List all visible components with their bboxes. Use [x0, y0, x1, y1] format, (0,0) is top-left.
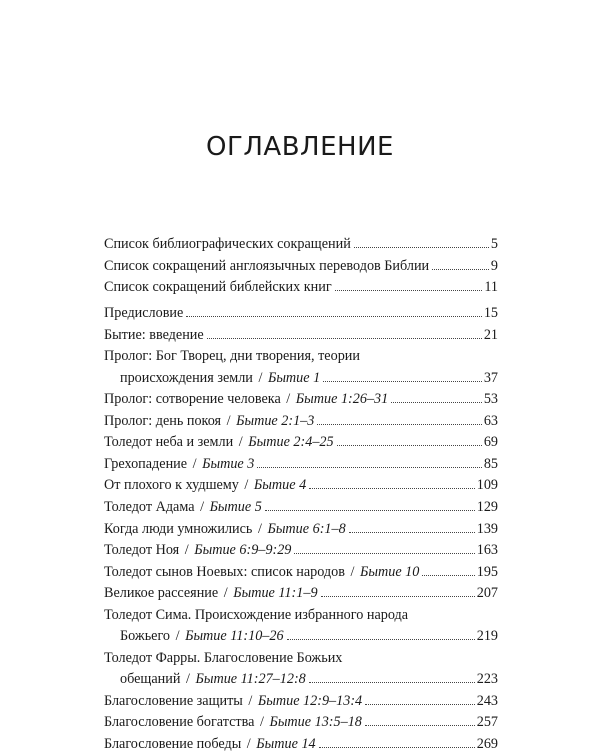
toc-entry-label — [104, 277, 332, 298]
toc-entry-title: Толедот Сима. Происхождение избранного народа — [104, 606, 409, 623]
slash-separator: / — [254, 369, 266, 386]
toc-entry[interactable] — [104, 562, 498, 583]
toc-entry[interactable] — [104, 605, 498, 626]
toc-entry-label — [104, 325, 204, 346]
toc-entry-title: Благословение богатства — [104, 714, 255, 731]
dot-leader — [422, 575, 474, 576]
toc-entry-label — [104, 734, 316, 755]
toc-page-number: 37 — [483, 369, 498, 386]
toc-entry[interactable] — [104, 583, 498, 604]
dot-leader — [354, 247, 489, 248]
dot-leader — [309, 488, 475, 489]
toc-page-number: 85 — [483, 455, 498, 472]
dot-leader — [365, 704, 475, 705]
toc-entry-continuation: происхождения земли — [120, 369, 253, 386]
toc-entry[interactable] — [104, 454, 498, 475]
dot-leader — [186, 316, 481, 317]
toc-entry-label — [104, 562, 419, 583]
toc-entry-label — [104, 411, 314, 432]
page-title: ОГЛАВЛЕНИЕ — [206, 132, 394, 162]
toc-entry-reference: Бытие 6:1–8 — [267, 520, 346, 537]
toc-entry-reference: Бытие 1:26–31 — [295, 391, 389, 408]
toc-entry-title: Толедот Фарры. Благословение Божьих — [104, 649, 343, 666]
toc-entry[interactable] — [104, 712, 498, 733]
toc-entry-title: Список сокращений библейских книг — [104, 279, 332, 296]
toc-entry[interactable] — [104, 346, 498, 367]
toc-entry[interactable] — [104, 734, 498, 755]
toc-entry-label — [104, 497, 262, 518]
dot-leader — [207, 338, 482, 339]
toc-page-number: 223 — [476, 671, 498, 688]
slash-separator: / — [196, 498, 208, 515]
toc-page-number: 109 — [476, 477, 498, 494]
dot-leader — [257, 467, 481, 468]
toc-entry-title: Толедот неба и земли — [104, 434, 234, 451]
toc-entry[interactable] — [104, 626, 498, 647]
toc-page-number: 207 — [476, 585, 498, 602]
toc-entry-title: Толедот Ноя — [104, 542, 180, 559]
slash-separator: / — [172, 628, 184, 645]
dot-leader — [309, 682, 475, 683]
toc-entry-label — [104, 605, 408, 626]
slash-separator: / — [189, 455, 201, 472]
toc-entry[interactable] — [104, 648, 498, 669]
toc-entry-reference: Бытие 6:9–9:29 — [194, 542, 292, 559]
toc-page-number: 257 — [476, 714, 498, 731]
slash-separator: / — [220, 585, 232, 602]
toc-entry-title: Пролог: сотворение человека — [104, 391, 281, 408]
toc-entry[interactable] — [104, 497, 498, 518]
toc-entry-reference: Бытие 5 — [209, 498, 262, 515]
toc-entry[interactable] — [104, 277, 498, 298]
toc-page-number: 53 — [483, 391, 498, 408]
toc-entry-label — [104, 346, 360, 367]
toc-entry-reference: Бытие 2:1–3 — [236, 412, 315, 429]
toc-entry[interactable] — [104, 368, 498, 389]
dot-leader — [335, 290, 483, 291]
toc-entry-reference: Бытие 11:10–26 — [185, 628, 284, 645]
toc-entry-label — [104, 303, 183, 324]
toc-entry-label — [104, 389, 388, 410]
dot-leader — [391, 402, 482, 403]
toc-entry-title: Великое рассеяние — [104, 585, 219, 602]
toc-entry[interactable] — [104, 691, 498, 712]
toc-entry-reference: Бытие 14 — [256, 736, 316, 752]
toc-entry[interactable] — [104, 234, 498, 255]
toc-page-number: 9 — [490, 257, 498, 274]
toc-entry[interactable] — [104, 475, 498, 496]
toc-entry[interactable] — [104, 432, 498, 453]
slash-separator: / — [243, 736, 255, 752]
toc-entry-label — [104, 712, 362, 733]
toc-entry-label — [104, 540, 291, 561]
toc-entry-label — [120, 669, 306, 690]
toc-entry-continuation: Божьего — [120, 628, 171, 645]
slash-separator: / — [256, 714, 268, 731]
toc-page-number: 163 — [476, 542, 498, 559]
toc-entry-title: Толедот сынов Ноевых: список народов — [104, 563, 345, 580]
toc-entry-label — [104, 454, 254, 475]
toc-entry-reference: Бытие 11:1–9 — [233, 585, 318, 602]
toc-entry-title: Пролог: день покоя — [104, 412, 222, 429]
toc-entry-reference: Бытие 10 — [360, 563, 420, 580]
toc-page-number: 219 — [476, 628, 498, 645]
toc-entry-label — [120, 626, 284, 647]
toc-entry[interactable] — [104, 669, 498, 690]
toc-entry-reference: Бытие 2:4–25 — [248, 434, 334, 451]
toc-entry-label — [104, 519, 346, 540]
toc-entry-reference: Бытие 13:5–18 — [269, 714, 362, 731]
toc-entry-label — [104, 648, 342, 669]
dot-leader — [265, 510, 475, 511]
toc-entry-label — [104, 256, 429, 277]
toc-entry[interactable] — [104, 325, 498, 346]
slash-separator: / — [181, 542, 193, 559]
toc-page-number: 243 — [476, 692, 498, 709]
dot-leader — [323, 381, 482, 382]
toc-page-number: 269 — [476, 736, 498, 752]
slash-separator: / — [182, 671, 194, 688]
toc-entry-title: Грехопадение — [104, 455, 188, 472]
toc-entry[interactable] — [104, 389, 498, 410]
toc-page-number: 69 — [483, 434, 498, 451]
slash-separator: / — [240, 477, 252, 494]
toc-entry-label — [104, 432, 334, 453]
slash-separator: / — [223, 412, 235, 429]
dot-leader — [287, 639, 475, 640]
slash-separator: / — [346, 563, 358, 580]
toc-entry[interactable] — [104, 303, 498, 324]
toc-entry-continuation: обещаний — [120, 671, 181, 688]
toc-entry-title: Список библиографических сокращений — [104, 236, 351, 252]
toc-entry[interactable] — [104, 519, 498, 540]
toc-entry-label — [104, 691, 362, 712]
dot-leader — [321, 596, 475, 597]
toc-entry-title: Предисловие — [104, 305, 184, 321]
dot-leader — [294, 553, 474, 554]
toc-entry-label — [104, 583, 318, 604]
toc-entry-title: От плохого к худшему — [104, 477, 239, 494]
toc-entry-label — [104, 234, 351, 255]
toc-entry-label — [120, 368, 320, 389]
dot-leader — [337, 445, 482, 446]
toc-page-number: 11 — [484, 279, 498, 296]
slash-separator: / — [254, 520, 266, 537]
toc-entry[interactable] — [104, 411, 498, 432]
toc-page-number: 129 — [476, 498, 498, 515]
toc-page-number: 5 — [490, 236, 498, 252]
toc-entry-reference: Бытие 3 — [202, 455, 255, 472]
toc-entry-reference: Бытие 1 — [267, 369, 321, 386]
toc-page-number: 15 — [483, 305, 498, 321]
dot-leader — [349, 532, 475, 533]
dot-leader — [432, 269, 489, 270]
dot-leader — [365, 725, 475, 726]
toc-entry-title: Благословение победы — [104, 736, 242, 752]
slash-separator: / — [244, 692, 256, 709]
toc-entry[interactable] — [104, 540, 498, 561]
toc-page-number: 21 — [483, 326, 498, 343]
toc-entry-title: Бытие: введение — [104, 326, 204, 343]
toc-entry-reference: Бытие 11:27–12:8 — [195, 671, 306, 688]
toc-page-number: 63 — [483, 412, 498, 429]
toc-entry-title: Благословение защиты — [104, 692, 243, 709]
toc-entry-title: Когда люди умножились — [104, 520, 253, 537]
slash-separator: / — [282, 391, 294, 408]
dot-leader — [319, 747, 475, 748]
toc-entry-title: Список сокращений англоязычных переводов Библии — [104, 257, 430, 274]
toc-entry-reference: Бытие 4 — [253, 477, 307, 494]
toc-entry-label — [104, 475, 306, 496]
toc-entry-title: Толедот Адама — [104, 498, 195, 515]
slash-separator: / — [235, 434, 247, 451]
toc-page-number: 139 — [476, 520, 498, 537]
toc-entry-reference: Бытие 12:9–13:4 — [257, 692, 363, 709]
dot-leader — [317, 424, 481, 425]
toc-entry-title: Пролог: Бог Творец, дни творения, теории — [104, 348, 360, 365]
toc-entry[interactable] — [104, 256, 498, 277]
toc-page-number: 195 — [476, 563, 498, 580]
